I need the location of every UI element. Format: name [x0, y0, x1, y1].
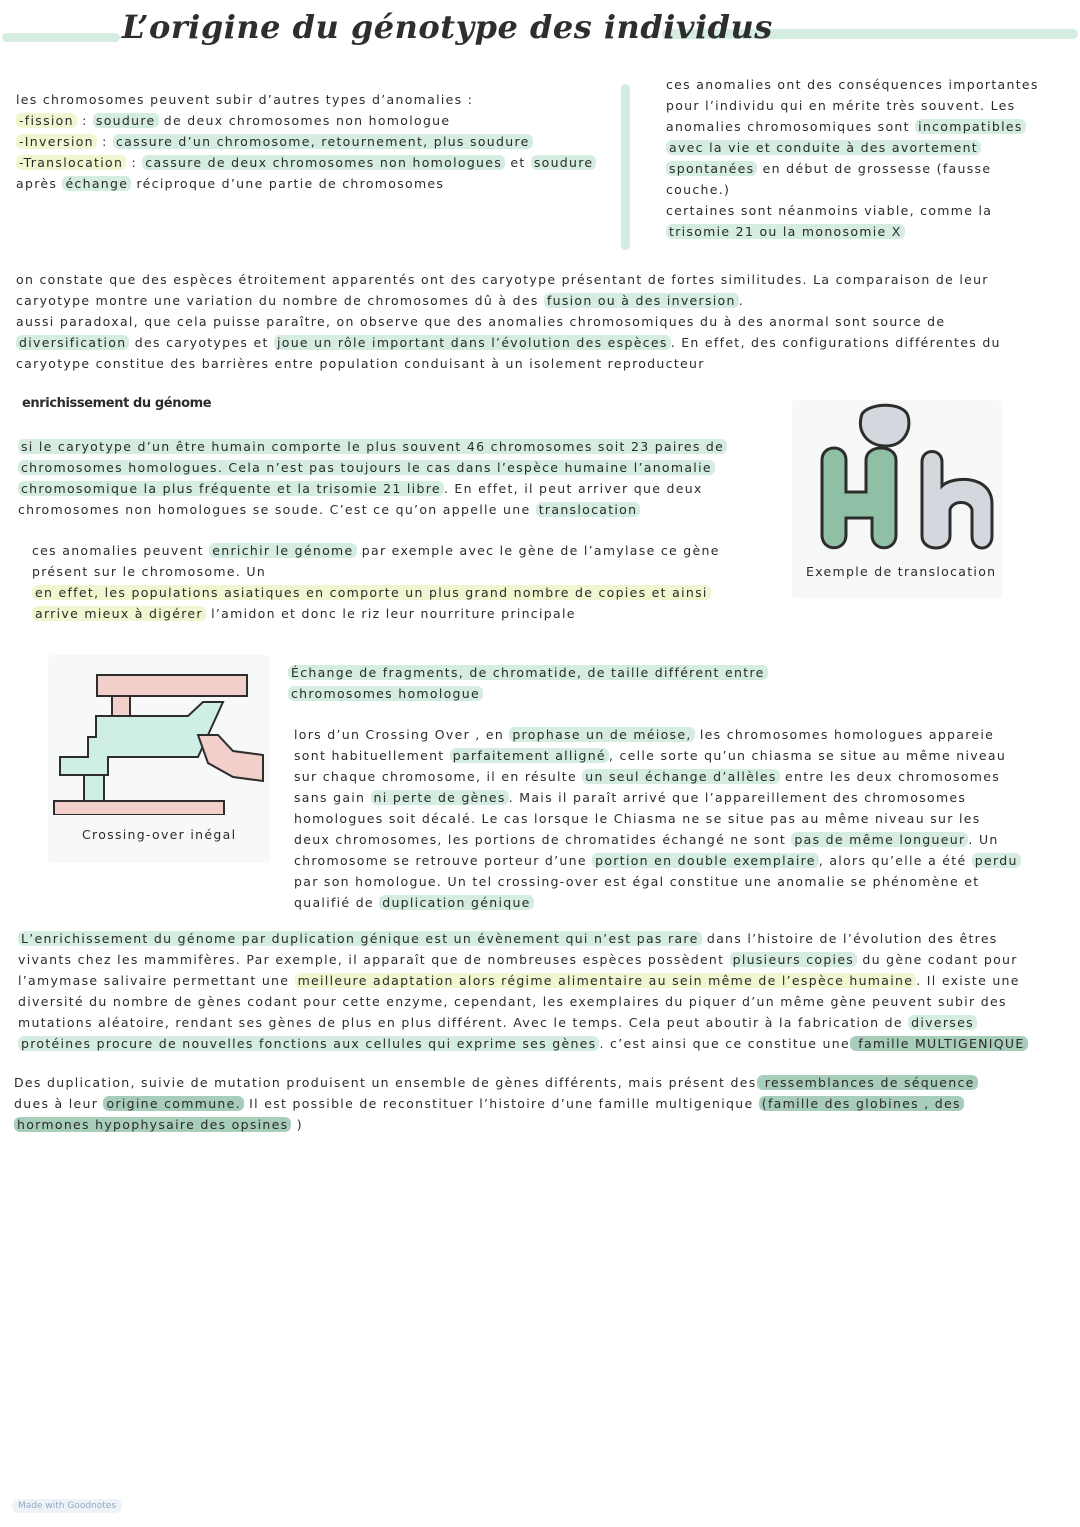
list-item-inversion: -Inversion : cassure d’un chromosome, retournement, plus soudure	[16, 131, 616, 152]
species-paragraph: on constate que des espèces étroitement apparentés ont des caryotype présentant de fortes similitudes. La comparaison de leur caryotype montre une variation du nombre de chromosomes dû à des fusion ou à des inversion . aussi paradoxal, que cela puisse paraître, on observe que des anomalies chromosomiques du à des anormal sont source de diversification des caryotypes et joue un rôle important dans l’évolution des espèces . En effet, des configurations différentes du caryotype constitue des barrières entre population conduisant à un isolement reproducteur	[16, 272, 1001, 371]
consequences-paragraph: ces anomalies ont des conséquences importantes pour l’individu qui en mérite très souvent. Les anomalies chromosomiques sont incompatibles avec la vie et conduite à des avortement spontanées en début de grossesse (fausse couche.) certaines sont néanmoins viable, comme la trisomie 21 ou la monosomie X	[666, 77, 1039, 239]
chromosome-grey-head	[860, 405, 908, 446]
crossing-over-diagram	[48, 655, 270, 815]
column-divider	[621, 84, 630, 250]
amylase-paragraph: ces anomalies peuvent enrichir le génome par exemple avec le gène de l’amylase ce gène présent sur le chromosome. Un en effet, les populations asiatiques en comporte un plus grand nombre de copies et ainsi arrive mieux à digérer l’amidon et donc le riz leur nourriture principale	[32, 543, 720, 621]
list-item-fission: -fission : soudure de deux chromosomes non homologue	[16, 110, 616, 131]
title-underline-left	[2, 33, 120, 42]
list-item-translocation: -Translocation : cassure de deux chromosomes non homologues et soudure	[16, 152, 616, 173]
goodnotes-badge: Made with Goodnotes	[12, 1499, 122, 1513]
karyotype-paragraph: si le caryotype d’un être humain comporte le plus souvent 46 chromosomes soit 23 paires de chromosomes homologues. Cela n’est pas toujours le cas dans l’espèce humaine l’anomalie chromosomique la plus fréquente et la trisomie 21 libre . En effet, il peut arriver que deux chromosomes non homologues se soude. C’est ce qu’on appelle une translocation	[18, 436, 778, 520]
chromatid-pink-stub	[112, 696, 130, 716]
anomalies-list	[16, 89, 616, 194]
chromatid-pink-cross	[198, 735, 263, 781]
multigene-family-paragraph: Des duplication, suivie de mutation produisent un ensemble de gènes différents, mais présent des ressemblances de séquence dues à leur origine commune. Il est possible de reconstituer l’histoire d’une famille multigenique (famille des globines , des hormones hypophysaire des opsines )	[14, 1072, 1064, 1135]
figure-caption: Exemple de translocation	[806, 564, 997, 579]
page-title: L’origine du génotype des individus	[122, 8, 773, 46]
chromatid-teal-stub	[84, 775, 104, 801]
duplication-paragraph: L’enrichissement du génome par duplication génique est un évènement qui n’est pas rare dans l’histoire de l’évolution des êtres vivants chez les mammifères. Par exemple, il apparaît que de nombreuses espèces possèdent plusieurs copies du gène codant pour l’amymase salivaire permettant une meilleure adaptation alors régime alimentaire au sein même de l’espèce humaine . Il existe une diversité du nombre de gènes codant pour cette enzyme, cependant, les exemplaires du piquer d’un même gène peuvent subir des mutations aléatoire, rendant ses gènes de plus en plus différent. Avec le temps. Cela peut aboutir à la fabrication de diverses protéines procure de nouvelles fonctions aux cellules qui exprime ses gènes . c’est ainsi que ce constitue une famille MULTIGENIQUE	[18, 928, 1068, 1054]
chromosome-grey	[922, 452, 992, 549]
chromosome-green	[822, 448, 896, 548]
exchange-definition: Échange de fragments, de chromatide, de taille différent entre chromosomes homologue	[288, 662, 808, 704]
chromatid-pink-bottom	[54, 801, 224, 815]
section-heading: enrichissement du génome	[22, 396, 212, 411]
chromatid-pink-top	[97, 675, 247, 696]
translocation-diagram	[792, 400, 1002, 560]
figure-caption: Crossing-over inégal	[82, 827, 237, 842]
crossing-over-paragraph: lors d’un Crossing Over , en prophase un de méiose, les chromosomes homologues appareie sont habituellement parfaitement alligné , celle sorte qu’un chiasma se situe au même niveau sur chaque chromosome, il en résulte un seul échange d’allèles entre les deux chromosomes sans gain ni perte de gènes . Mais il paraît arrivé que l’appareillement des chromosomes homologues soit décalé. Le cas lorsque le Chiasma ne se situe pas au même niveau sur les deux chromosomes, les portions de chromatides échangé ne sont pas de même longueur . Un chromosome se retrouve porteur d’une portion en double exemplaire , alors qu’elle a été perdu par son homologue. Un tel crossing-over est égal constitue une anomalie se phénomène et qualifié de duplication génique	[294, 724, 1064, 913]
text-line: les chromosomes peuvent subir d’autres types d’anomalies :	[16, 92, 474, 107]
text-line: après échange réciproque d’une partie de chromosomes	[16, 176, 445, 191]
